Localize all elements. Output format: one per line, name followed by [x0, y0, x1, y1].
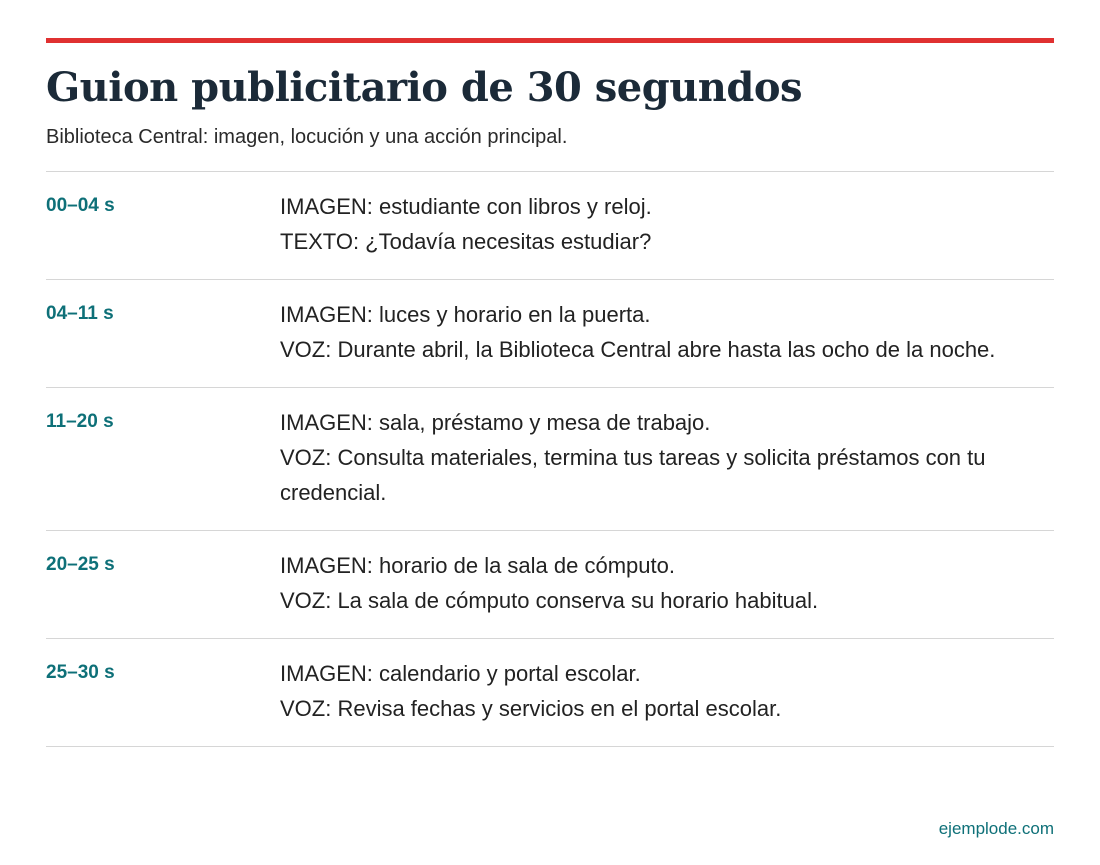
- row-content: [280, 189, 1054, 259]
- script-table: [46, 171, 1054, 747]
- time-range: 11–20 s: [46, 411, 114, 432]
- script-row: [46, 388, 1054, 531]
- voice-line: VOZ: Revisa fechas y servicios en el portal escolar.: [280, 696, 782, 721]
- row-content: [280, 405, 1054, 510]
- image-line: IMAGEN: horario de la sala de cómputo.: [280, 553, 675, 578]
- voice-line: VOZ: Durante abril, la Biblioteca Central abre hasta las ocho de la noche.: [280, 337, 996, 362]
- row-content: [280, 656, 1054, 726]
- image-line: IMAGEN: calendario y portal escolar.: [280, 661, 641, 686]
- time-range: 25–30 s: [46, 662, 115, 683]
- script-row: [46, 531, 1054, 639]
- time-range: 04–11 s: [46, 303, 114, 324]
- document: [46, 38, 1054, 747]
- time-range: 00–04 s: [46, 195, 115, 216]
- script-row: [46, 172, 1054, 280]
- row-content: [280, 297, 1054, 367]
- page-title: Guion publicitario de 30 segundos: [46, 64, 803, 111]
- image-line: IMAGEN: luces y horario en la puerta.: [280, 302, 651, 327]
- script-row: [46, 639, 1054, 747]
- row-content: [280, 548, 1054, 618]
- time-range: 20–25 s: [46, 554, 115, 575]
- voice-line: VOZ: La sala de cómputo conserva su horario habitual.: [280, 588, 819, 613]
- footer-site-link[interactable]: ejemplode.com: [938, 819, 1054, 838]
- page-subtitle: Biblioteca Central: imagen, locución y una acción principal.: [46, 126, 568, 148]
- voice-line: VOZ: Consulta materiales, termina tus tareas y solicita préstamos con tu credencial.: [280, 445, 986, 505]
- image-line: IMAGEN: estudiante con libros y reloj.: [280, 194, 652, 219]
- image-line: IMAGEN: sala, préstamo y mesa de trabajo.: [280, 410, 711, 435]
- top-accent-rule: [46, 38, 1054, 43]
- script-row: [46, 280, 1054, 388]
- text-line: TEXTO: ¿Todavía necesitas estudiar?: [280, 229, 652, 254]
